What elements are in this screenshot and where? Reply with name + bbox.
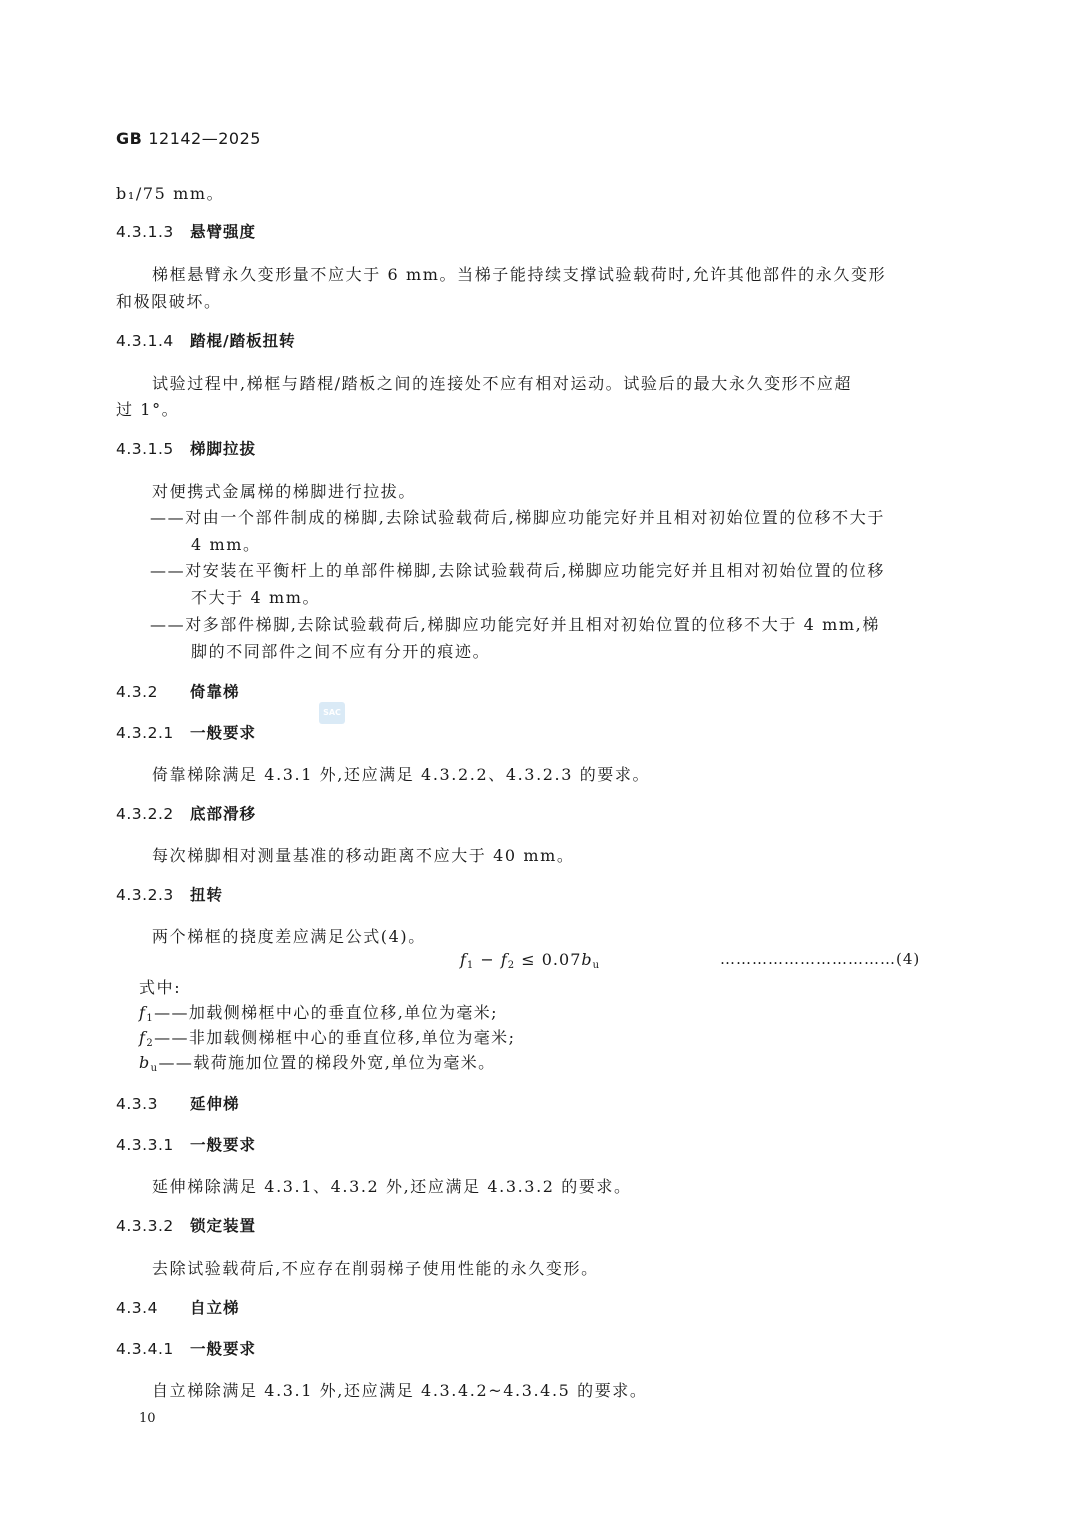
- section-heading-4-3-3-2: [116, 1214, 256, 1236]
- variable-subscript: u: [150, 1063, 159, 1074]
- formula-symbol: b: [581, 950, 593, 969]
- paragraph-line: 对便携式金属梯的梯脚进行拉拔。: [152, 482, 417, 501]
- section-title: 倚靠梯: [190, 683, 240, 701]
- variable-definition: [139, 1050, 496, 1074]
- page-number: 10: [139, 1411, 156, 1426]
- section-heading-4-3-1-3: [116, 220, 256, 242]
- paragraph-line: 梯框悬臂永久变形量不应大于 6 mm。当梯子能持续支撑试验载荷时,允许其他部件的永久变形: [152, 265, 887, 284]
- section-number: 4.3.1.5: [116, 440, 174, 458]
- variable-definition: [139, 1000, 498, 1024]
- formula-4: [460, 950, 600, 971]
- section-heading-4-3-3: [116, 1092, 240, 1114]
- variable-symbol: b: [139, 1053, 151, 1072]
- paragraph-line: 两个梯框的挠度差应满足公式(4)。: [152, 927, 426, 946]
- section-heading-4-3-2-3: [116, 883, 223, 905]
- paragraph-line: 延伸梯除满足 4.3.1、4.3.2 外,还应满足 4.3.3.2 的要求。: [152, 1177, 632, 1196]
- paragraph-line: 每次梯脚相对测量基准的移动距离不应大于 40 mm。: [152, 846, 575, 865]
- section-title: 一般要求: [190, 1136, 257, 1154]
- dash-list-item-continuation: 脚的不同部件之间不应有分开的痕迹。: [191, 642, 491, 661]
- variable-symbol: f: [139, 1003, 147, 1022]
- standard-number: 12142—2025: [148, 129, 261, 148]
- formula-symbol: f: [500, 950, 508, 969]
- variable-description: ——非加载侧梯框中心的垂直位移,单位为毫米;: [154, 1028, 516, 1047]
- dash-list-item: ——对由一个部件制成的梯脚,去除试验载荷后,梯脚应功能完好并且相对初始位置的位移不大于: [150, 508, 885, 527]
- formula-subscript: 1: [466, 960, 475, 971]
- section-title: 梯脚拉拔: [190, 440, 257, 458]
- sac-watermark-stamp: SAC: [319, 702, 345, 724]
- variable-description: ——加载侧梯框中心的垂直位移,单位为毫米;: [154, 1003, 498, 1022]
- equation-number: ……………………………(4): [720, 950, 921, 968]
- variable-subscript: 2: [146, 1038, 155, 1049]
- dash-list-item-continuation: 4 mm。: [191, 535, 261, 554]
- where-label: 式中:: [139, 978, 182, 997]
- standard-header: [116, 129, 261, 148]
- section-number: 4.3.2.3: [116, 886, 174, 904]
- section-title: 底部滑移: [190, 805, 257, 823]
- section-heading-4-3-1-4: [116, 329, 296, 351]
- paragraph-line: 去除试验载荷后,不应存在削弱梯子使用性能的永久变形。: [152, 1259, 599, 1278]
- paragraph-line: 试验过程中,梯框与踏棍/踏板之间的连接处不应有相对运动。试验后的最大永久变形不应超: [152, 374, 853, 393]
- formula-symbol: f: [460, 950, 467, 969]
- paragraph-line: 自立梯除满足 4.3.1 外,还应满足 4.3.4.2~4.3.4.5 的要求。: [152, 1381, 648, 1400]
- formula-relation: ≤ 0.07: [515, 950, 582, 969]
- variable-subscript: 1: [146, 1013, 155, 1024]
- section-heading-4-3-4: [116, 1296, 240, 1318]
- variable-description: ——载荷施加位置的梯段外宽,单位为毫米。: [158, 1053, 496, 1072]
- section-title: 一般要求: [190, 724, 257, 742]
- formula-operator: −: [474, 950, 501, 969]
- section-title: 延伸梯: [190, 1095, 240, 1113]
- formula-subscript: 2: [507, 960, 516, 971]
- section-number: 4.3.2.1: [116, 724, 174, 742]
- paragraph-line: 过 1°。: [116, 400, 180, 419]
- section-heading-4-3-4-1: [116, 1337, 256, 1359]
- section-number: 4.3.2.2: [116, 805, 174, 823]
- section-title: 扭转: [190, 886, 224, 904]
- section-heading-4-3-1-5: [116, 437, 256, 459]
- section-title: 自立梯: [190, 1299, 240, 1317]
- dash-list-item-continuation: 不大于 4 mm。: [191, 588, 321, 607]
- standard-prefix: GB: [116, 129, 143, 148]
- section-number: 4.3.3.2: [116, 1217, 174, 1235]
- section-heading-4-3-2: [116, 680, 240, 702]
- section-title: 一般要求: [190, 1340, 257, 1358]
- section-number: 4.3.4: [116, 1299, 158, 1317]
- formula-subscript: u: [592, 960, 601, 971]
- section-title: 锁定装置: [190, 1217, 257, 1235]
- section-number: 4.3.3.1: [116, 1136, 174, 1154]
- section-number: 4.3.1.4: [116, 332, 174, 350]
- section-number: 4.3.4.1: [116, 1340, 174, 1358]
- section-title: 踏棍/踏板扭转: [190, 332, 296, 350]
- variable-definition: [139, 1025, 515, 1049]
- dash-list-item: ——对安装在平衡杆上的单部件梯脚,去除试验载荷后,梯脚应功能完好并且相对初始位置的位移: [150, 561, 885, 580]
- paragraph-line: b₁/75 mm。: [116, 184, 225, 203]
- dash-list-item: ——对多部件梯脚,去除试验载荷后,梯脚应功能完好并且相对初始位置的位移不大于 4 mm,梯: [150, 615, 880, 634]
- section-heading-4-3-3-1: [116, 1133, 256, 1155]
- variable-symbol: f: [139, 1028, 147, 1047]
- section-title: 悬臂强度: [190, 223, 257, 241]
- section-number: 4.3.1.3: [116, 223, 174, 241]
- section-number: 4.3.2: [116, 683, 158, 701]
- section-heading-4-3-2-1: [116, 721, 256, 743]
- section-heading-4-3-2-2: [116, 802, 256, 824]
- section-number: 4.3.3: [116, 1095, 158, 1113]
- paragraph-line: 和极限破坏。: [116, 292, 222, 311]
- paragraph-line: 倚靠梯除满足 4.3.1 外,还应满足 4.3.2.2、4.3.2.3 的要求。: [152, 765, 651, 784]
